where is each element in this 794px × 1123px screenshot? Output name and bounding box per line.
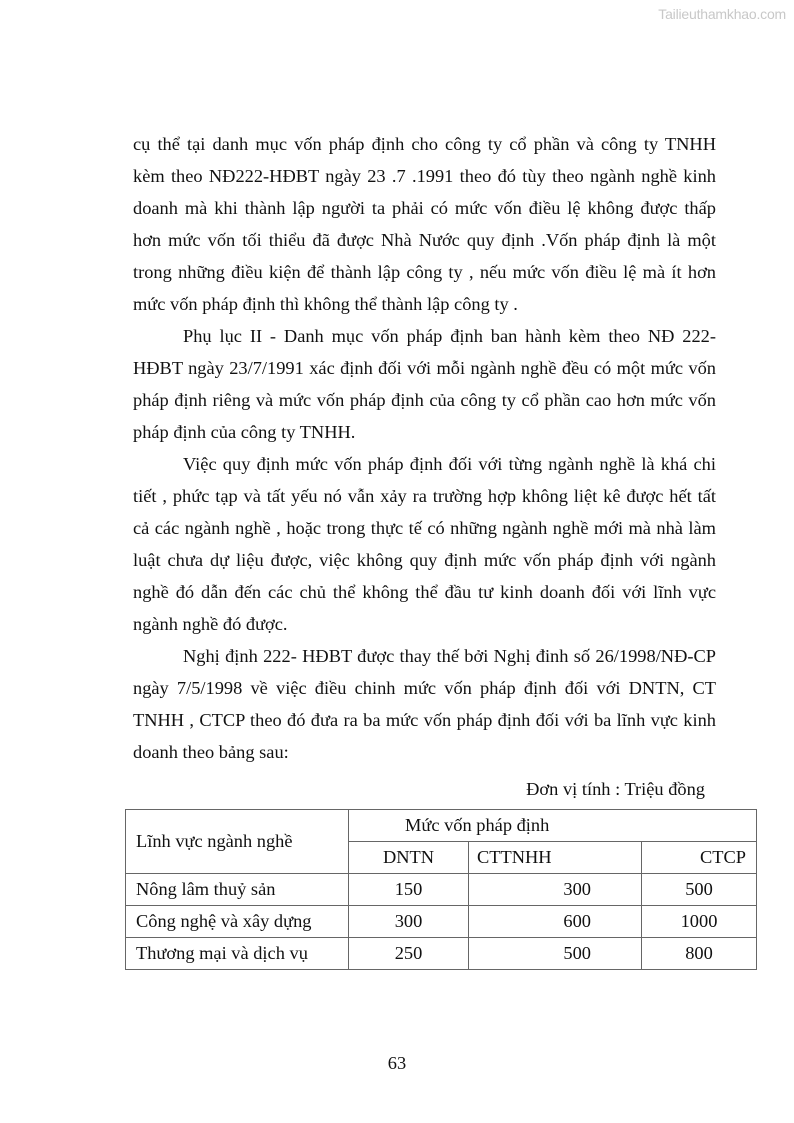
text-line: trong những điều kiện để thành lập công ty , nếu mức vốn điều lệ mà ít hơn (133, 262, 716, 282)
text-line: doanh mà khi thành lập người ta phải có mức vốn điều lệ không được thấp (133, 198, 716, 218)
paragraph-4 (133, 640, 716, 768)
header-field: Lĩnh vực ngành nghề (126, 810, 349, 874)
header-col-cttnhh: CTTNHH (469, 842, 642, 874)
text-line: cả các ngành nghề , hoặc trong thực tế có những ngành nghề mới mà nhà làm (133, 518, 716, 538)
text-line: doanh theo bảng sau: (133, 742, 289, 762)
text-line: TNHH , CTCP theo đó đưa ra ba mức vốn pháp định đối với ba lĩnh vực kinh (133, 710, 716, 730)
header-col-dntn: DNTN (349, 842, 469, 874)
table-row (126, 874, 757, 906)
unit-note: Đơn vị tính : Triệu đồng (526, 779, 705, 799)
table-header-row (126, 810, 757, 842)
row-field: Công nghệ và xây dựng (126, 906, 349, 938)
table-row (126, 938, 757, 970)
text-line: tiết , phức tạp và tất yếu nó vẫn xảy ra trường hợp không liệt kê được hết tất (133, 486, 716, 506)
cell-dntn: 300 (349, 906, 469, 938)
cell-dntn: 150 (349, 874, 469, 906)
cell-ctcp: 800 (642, 938, 757, 970)
watermark: Tailieuthamkhao.com (658, 6, 786, 22)
table-row (126, 906, 757, 938)
text-line: ngày 7/5/1998 về việc điều chinh mức vốn pháp định đối với DNTN, CT (133, 678, 716, 698)
text-line: hơn mức vốn tối thiểu đã được Nhà Nước quy định .Vốn pháp định là một (133, 230, 716, 250)
paragraph-2 (133, 320, 716, 448)
header-group: Mức vốn pháp định (349, 810, 757, 842)
text-line: Việc quy định mức vốn pháp định đối với từng ngành nghề là khá chi (183, 454, 716, 474)
paragraph-1 (133, 128, 716, 320)
cell-ctcp: 1000 (642, 906, 757, 938)
page-number: 63 (387, 1053, 407, 1073)
cell-cttnhh: 500 (469, 938, 642, 970)
row-field: Thương mại và dịch vụ (126, 938, 349, 970)
text-line: pháp định riêng và mức vốn pháp định của công ty cổ phần cao hơn mức vốn (133, 390, 716, 410)
cell-cttnhh: 300 (469, 874, 642, 906)
text-line: mức vốn pháp định thì không thể thành lập công ty . (133, 294, 518, 314)
document-body (133, 128, 716, 768)
cell-dntn: 250 (349, 938, 469, 970)
cell-ctcp: 500 (642, 874, 757, 906)
text-line: pháp định của công ty TNHH. (133, 422, 356, 442)
text-line: luật chưa dự liệu được, việc không quy định mức vốn pháp định với ngành (133, 550, 716, 570)
text-line: cụ thể tại danh mục vốn pháp định cho công ty cổ phần và công ty TNHH (133, 134, 716, 154)
text-line: nghề đó dẫn đến các chủ thể không thể đầu tư kinh doanh đối với lĩnh vực (133, 582, 716, 602)
text-line: Nghị định 222- HĐBT được thay thế bởi Nghị đinh số 26/1998/NĐ-CP (183, 646, 716, 666)
paragraph-3 (133, 448, 716, 640)
row-field: Nông lâm thuỷ sản (126, 874, 349, 906)
text-line: HĐBT ngày 23/7/1991 xác định đối với mỗi ngành nghề đều có một mức vốn (133, 358, 716, 378)
text-line: kèm theo NĐ222-HĐBT ngày 23 .7 .1991 theo đó tùy theo ngành nghề kinh (133, 166, 716, 186)
capital-table (125, 809, 757, 970)
header-col-ctcp: CTCP (642, 842, 757, 874)
cell-cttnhh: 600 (469, 906, 642, 938)
text-line: ngành nghề đó được. (133, 614, 288, 634)
text-line: Phụ lục II - Danh mục vốn pháp định ban hành kèm theo NĐ 222- (183, 326, 716, 346)
